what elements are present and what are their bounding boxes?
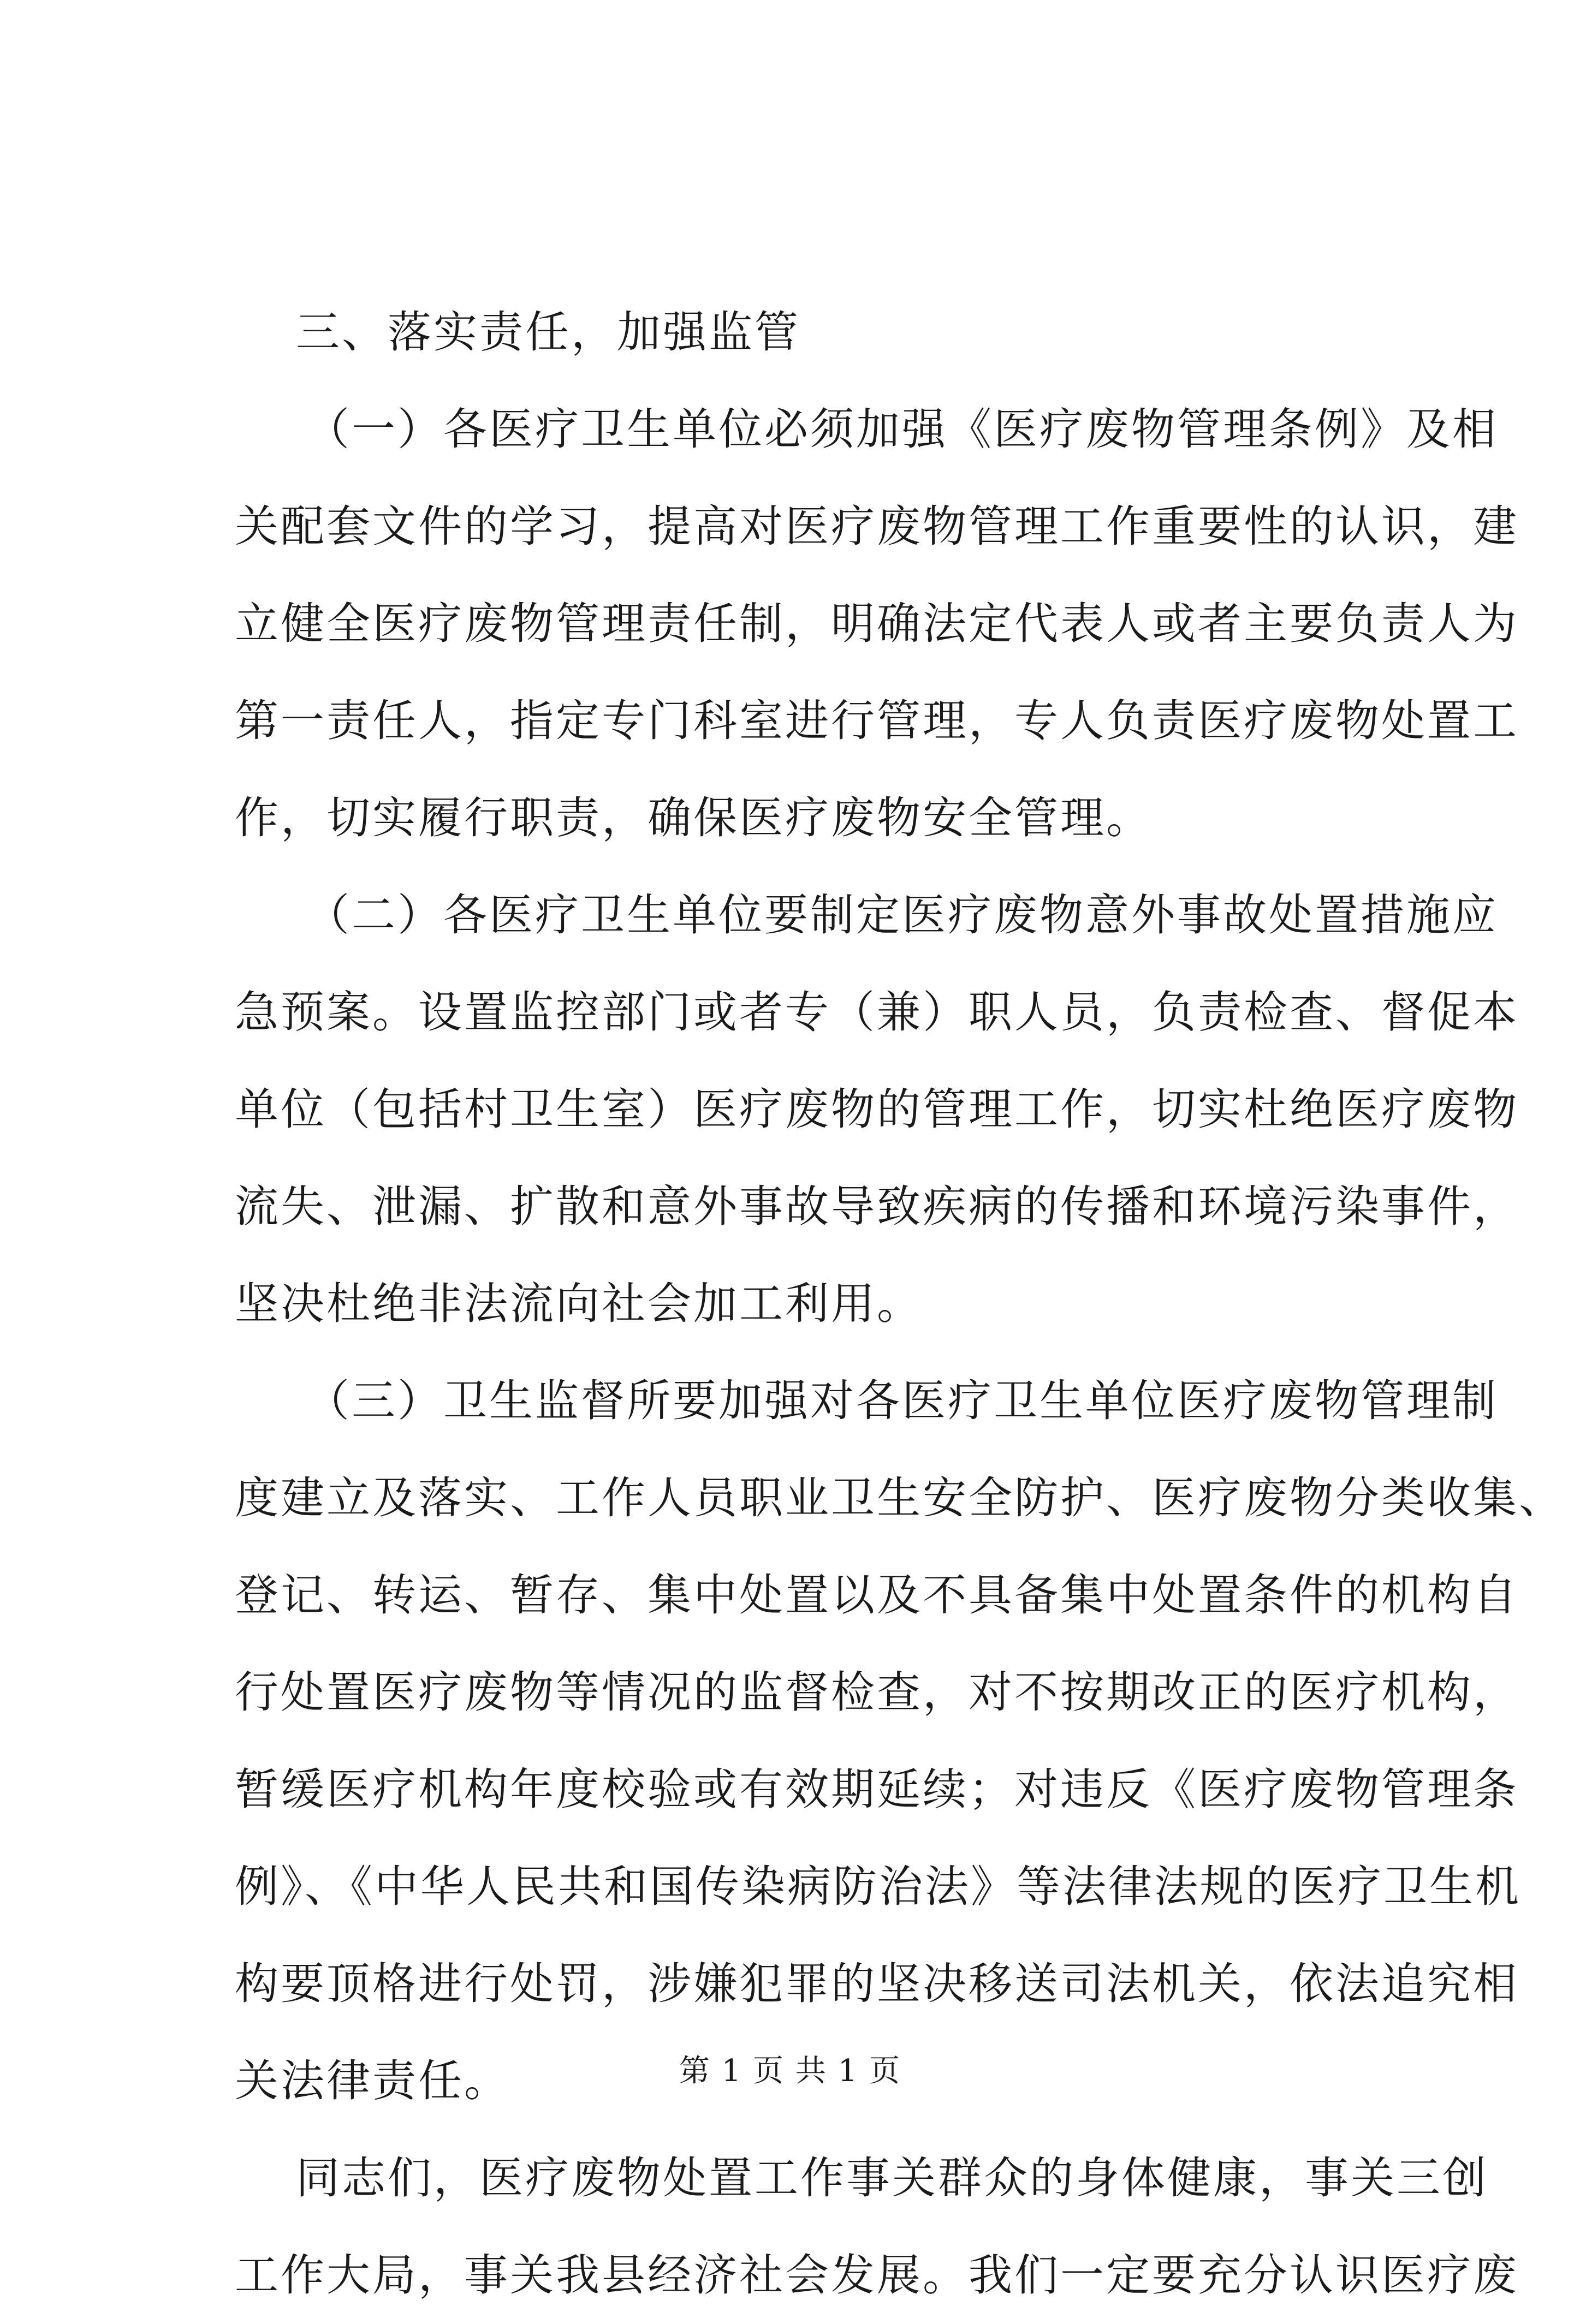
section-heading: 三、落实责任，加强监管 (296, 307, 800, 357)
paragraph-3-line-3: 登记、转运、暂存、集中处置以及不具备集中处置条件的机构自 (235, 1570, 1519, 1620)
paragraph-4-line-1: 同志们，医疗废物处置工作事关群众的身体健康，事关三创 (296, 2153, 1488, 2203)
paragraph-1-line-3: 立健全医疗废物管理责任制，明确法定代表人或者主要负责人为 (235, 598, 1519, 649)
paragraph-3-line-8: 关法律责任。 (235, 2055, 510, 2106)
paragraph-2-line-2: 急预案。设置监控部门或者专（兼）职人员，负责检查、督促本 (235, 987, 1519, 1038)
document-body (235, 284, 1565, 2324)
paragraph-2-line-4: 流失、泄漏、扩散和意外事故导致疾病的传播和环境污染事件， (235, 1181, 1519, 1232)
paragraph-2-line-1: （二）各医疗卫生单位要制定医疗废物意外事故处置措施应 (306, 890, 1498, 940)
page-footer: 第 1 页 共 1 页 (679, 2053, 901, 2089)
paragraph-3-line-6: 例》、《中华人民共和国传染病防治法》等法律法规的医疗卫生机 (235, 1861, 1521, 1912)
paragraph-1-line-2: 关配套文件的学习，提高对医疗废物管理工作重要性的认识，建 (235, 501, 1519, 552)
paragraph-2-line-5: 坚决杜绝非法流向社会加工利用。 (235, 1278, 923, 1329)
paragraph-3-line-5: 暂缓医疗机构年度校验或有效期延续；对违反《医疗废物管理条 (235, 1764, 1519, 1815)
paragraph-3-line-4: 行处置医疗废物等情况的监督检查，对不按期改正的医疗机构， (235, 1667, 1519, 1718)
paragraph-3-line-1: （三）卫生监督所要加强对各医疗卫生单位医疗废物管理制 (306, 1375, 1498, 1426)
paragraph-2-line-3: 单位（包括村卫生室）医疗废物的管理工作，切实杜绝医疗废物 (235, 1084, 1519, 1135)
paragraph-1-line-4: 第一责任人，指定专门科室进行管理，专人负责医疗废物处置工 (235, 695, 1519, 746)
paragraph-1-line-5: 作，切实履行职责，确保医疗废物安全管理。 (235, 792, 1152, 843)
paragraph-1-line-1: （一）各医疗卫生单位必须加强《医疗废物管理条例》及相 (306, 404, 1498, 455)
paragraph-3-line-2: 度建立及落实、工作人员职业卫生安全防护、医疗废物分类收集、 (235, 1473, 1565, 1523)
paragraph-3-line-7: 构要顶格进行处罚，涉嫌犯罪的坚决移送司法机关，依法追究相 (235, 1958, 1519, 2009)
paragraph-4-line-2: 工作大局，事关我县经济社会发展。我们一定要充分认识医疗废 (235, 2250, 1519, 2301)
